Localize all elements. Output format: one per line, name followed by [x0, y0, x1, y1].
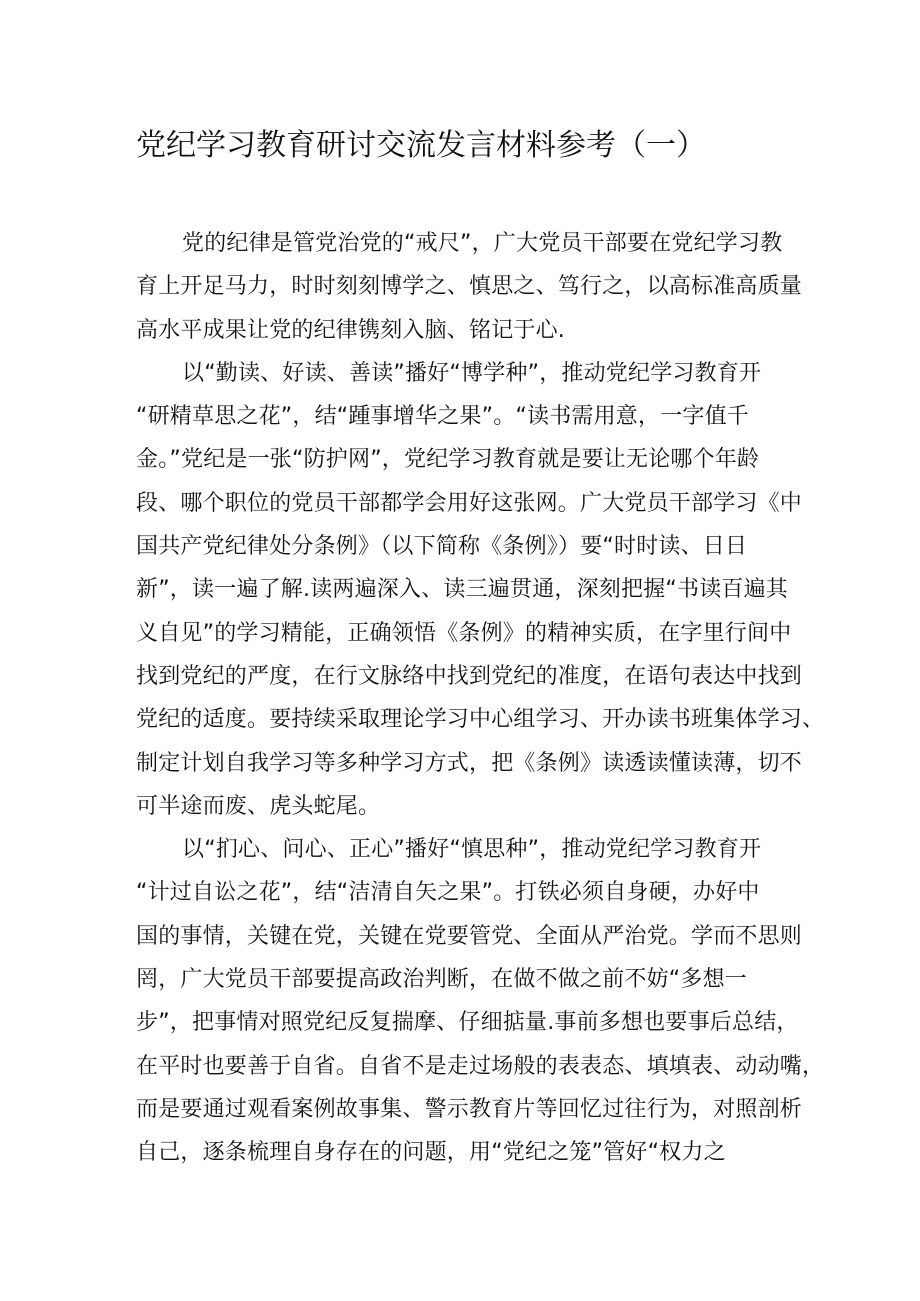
text-line: “计过自讼之花”，结“洁清自矢之果”。打铁必须自身硬，办好中 — [136, 880, 760, 906]
text-line: 步”，把事情对照党纪反复揣摩、仔细掂量.事前多想也要事后总结， — [136, 1010, 799, 1036]
paragraph-shen-si — [136, 828, 825, 1174]
text-line: “研精草思之花”，结“踵事增华之果”。“读书需用意，一字值千 — [136, 404, 749, 430]
text-line: 罔，广大党员干部要提高政治判断，在做不做之前不妨“多想一 — [136, 967, 747, 993]
text-line: 制定计划自我学习等多种学习方式，把《条例》读透读懂读薄，切不 — [136, 750, 803, 776]
paragraph-bo-xue — [136, 352, 825, 828]
document-body — [136, 222, 825, 1175]
text-line: 党纪的适度。要持续采取理论学习中心组学习、开办读书班集体学习、 — [136, 707, 825, 733]
text-line: 国的事情，关键在党，关键在党要管党、全面从严治党。学而不思则 — [136, 923, 803, 949]
text-line: 以“勤读、好读、善读”播好“博学种”，推动党纪学习教育开 — [182, 360, 762, 386]
text-line: 党的纪律是管党治党的“戒尺”，广大党员干部要在党纪学习教 — [182, 231, 783, 256]
document-title: 党纪学习教育研讨交流发言材料参考（一） — [136, 128, 706, 163]
text-line: 自己，逐条梳理自身存在的问题，用“党纪之笼”管好“权力之 — [136, 1140, 726, 1166]
text-line: 段、哪个职位的党员干部都学会用好这张网。广大党员干部学习《中 — [136, 490, 803, 516]
paragraph-intro — [136, 222, 803, 352]
text-line: 金。”党纪是一张“防护网”，党纪学习教育就是要让无论哪个年龄 — [136, 447, 760, 473]
text-line: 国共产党纪律处分条例》（以下简称《条例》）要“时时读、日日 — [136, 534, 748, 560]
text-line: 可半途而废、虎头蛇尾。 — [136, 793, 381, 819]
text-line: 育上开足马力，时时刻刻博学之、慎思之、笃行之，以高标准高质量 — [136, 274, 803, 300]
text-line: 义自见”的学习精能，正确领悟《条例》的精神实质，在字里行间中 — [136, 620, 792, 646]
text-line: 在平时也要善于自省。自省不是走过场般的表表态、填填表、动动嘴， — [136, 1053, 825, 1079]
text-line: 而是要通过观看案例故事集、警示教育片等回忆过往行为，对照剖析 — [136, 1096, 803, 1122]
text-line: 新”，读一遍了解.读两遍深入、读三遍贯通，深刻把握“书读百遍其 — [136, 577, 788, 603]
text-line: 找到党纪的严度，在行文脉络中找到党纪的准度，在语句表达中找到 — [136, 663, 803, 689]
text-line: 以“扪心、问心、正心”播好“慎思种”，推动党纪学习教育开 — [182, 837, 762, 863]
text-line: 高水平成果让党的纪律镌刻入脑、铭记于心. — [136, 317, 565, 343]
